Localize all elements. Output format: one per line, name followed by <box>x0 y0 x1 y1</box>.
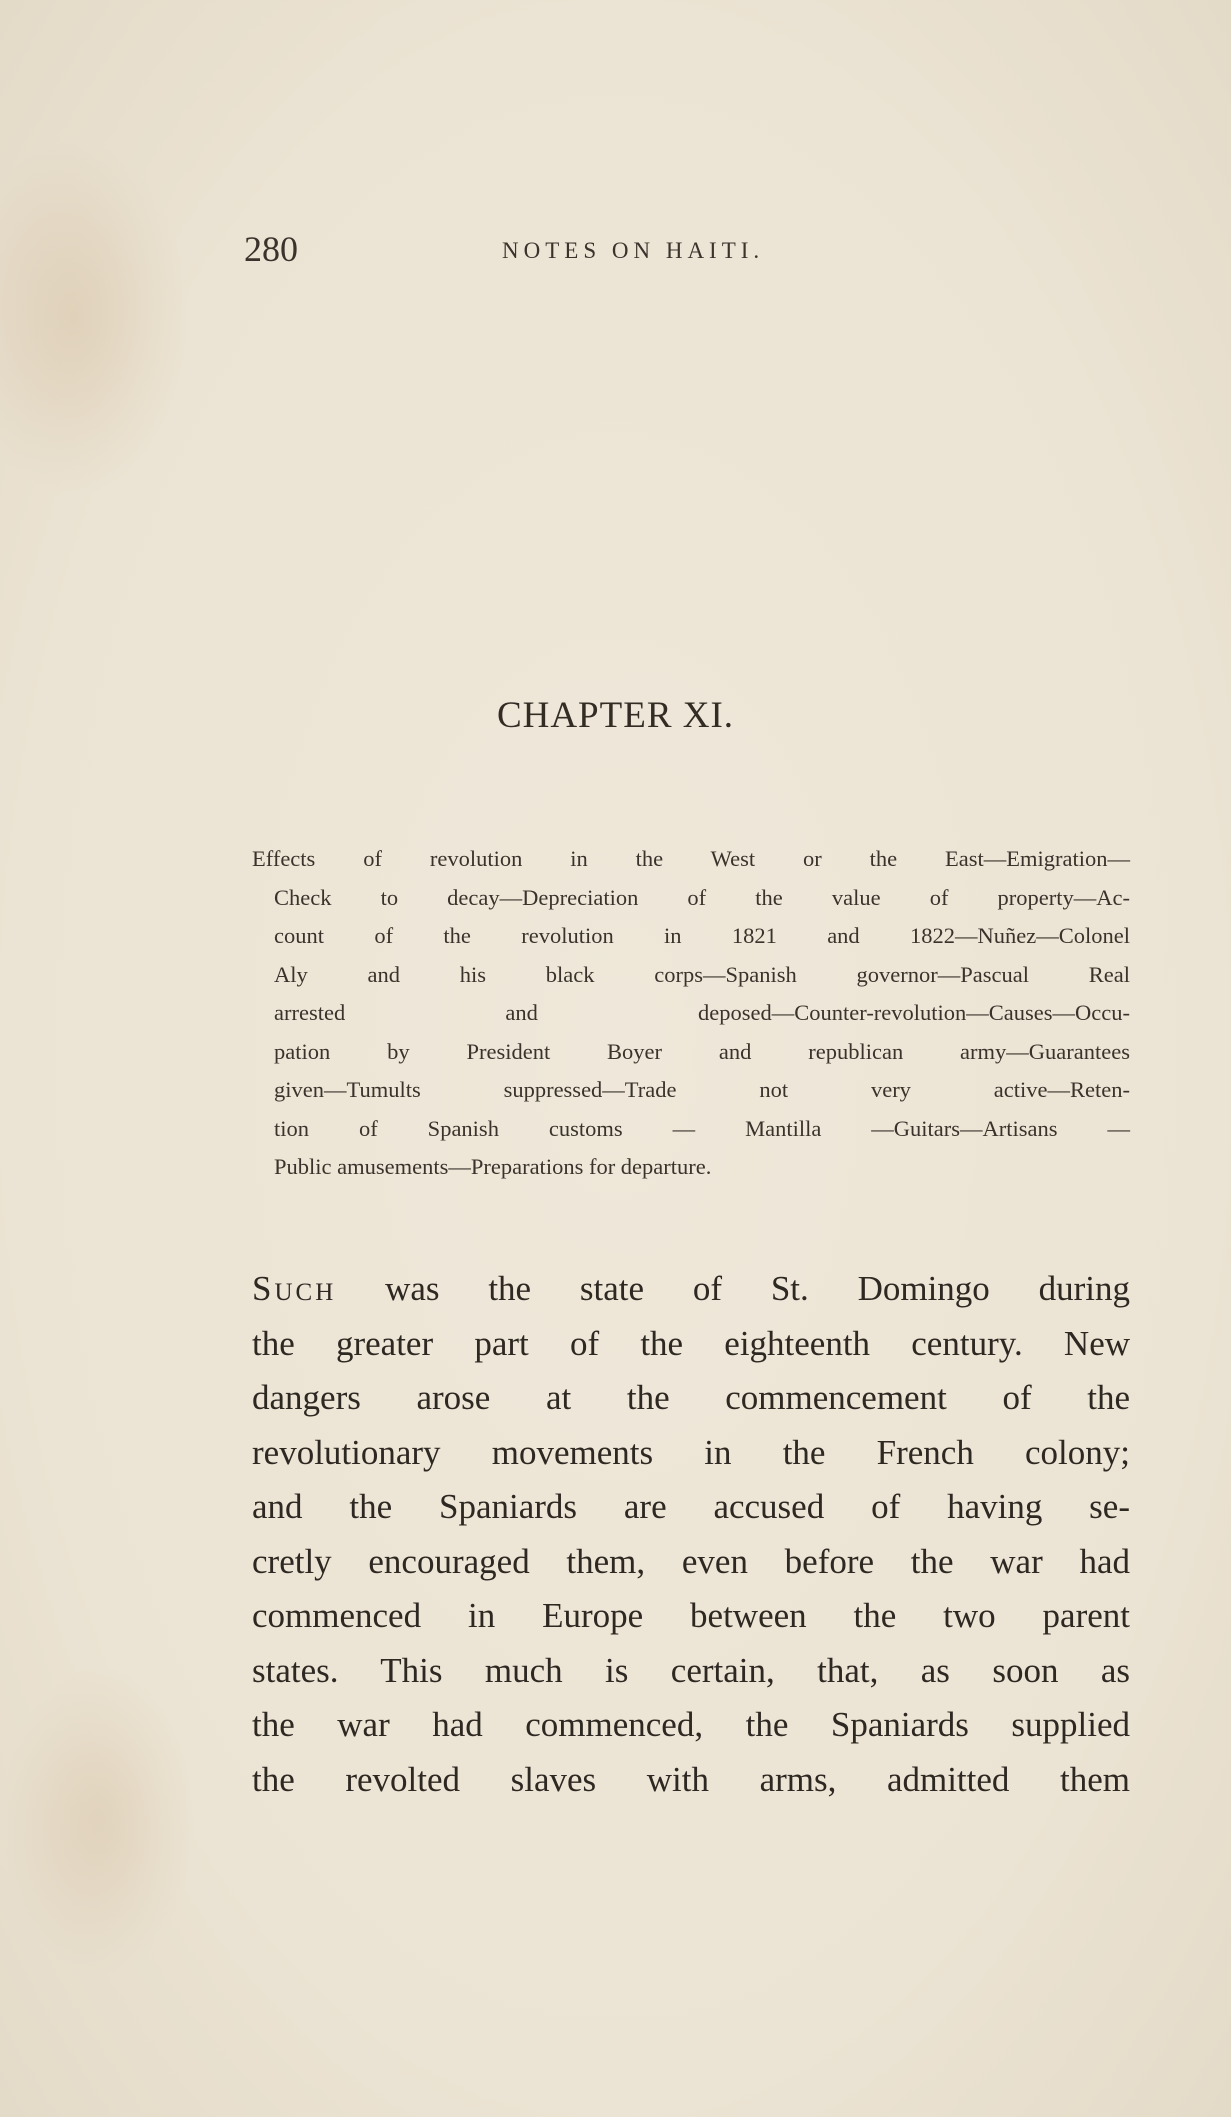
body-line: commenced in Europe between the two parent <box>252 1596 1130 1635</box>
summary-line: arrested and deposed—Counter-revolution—Causes—Occu- <box>274 1000 1130 1025</box>
summary-line: count of the revolution in 1821 and 1822—Nuñez—Colonel <box>274 923 1130 948</box>
summary-line: given—Tumults suppressed—Trade not very active—Reten- <box>274 1077 1130 1102</box>
opening-word: Such <box>252 1269 337 1308</box>
body-line: and the Spaniards are accused of having se- <box>252 1487 1130 1526</box>
body-line: the war had commenced, the Spaniards supplied <box>252 1705 1130 1744</box>
body-line: cretly encouraged them, even before the war had <box>252 1541 1130 1581</box>
running-title: NOTES ON HAITI. <box>502 238 765 263</box>
running-head <box>244 228 1144 278</box>
chapter-title: CHAPTER XI. <box>496 695 735 736</box>
body-text <box>252 1262 1130 1807</box>
summary-line: Aly and his black corps—Spanish governor—Pascual Real <box>274 961 1130 987</box>
body-line: the greater part of the eighteenth century. New <box>252 1323 1130 1363</box>
body-line: the revolted slaves with arms, admitted them <box>252 1759 1130 1799</box>
summary-line: Check to decay—Depreciation of the value of property—Ac- <box>274 884 1130 910</box>
summary-line: Effects of revolution in the West or the East—Emigration— <box>252 846 1130 871</box>
chapter-summary <box>252 840 1130 1187</box>
first-line-rest: was the state of St. Domingo during <box>336 1269 1130 1308</box>
summary-line: Public amusements—Preparations for departure. <box>274 1154 712 1179</box>
body-line-first <box>252 1262 1130 1317</box>
body-line: states. This much is certain, that, as soon as <box>252 1650 1130 1690</box>
body-line: dangers arose at the commencement of the <box>252 1378 1130 1417</box>
summary-line: tion of Spanish customs — Mantilla —Guitars—Artisans — <box>274 1115 1130 1141</box>
page-number: 280 <box>244 229 298 269</box>
body-line: revolutionary movements in the French colony; <box>252 1432 1130 1472</box>
summary-line: pation by President Boyer and republican army—Guarantees <box>274 1038 1130 1064</box>
